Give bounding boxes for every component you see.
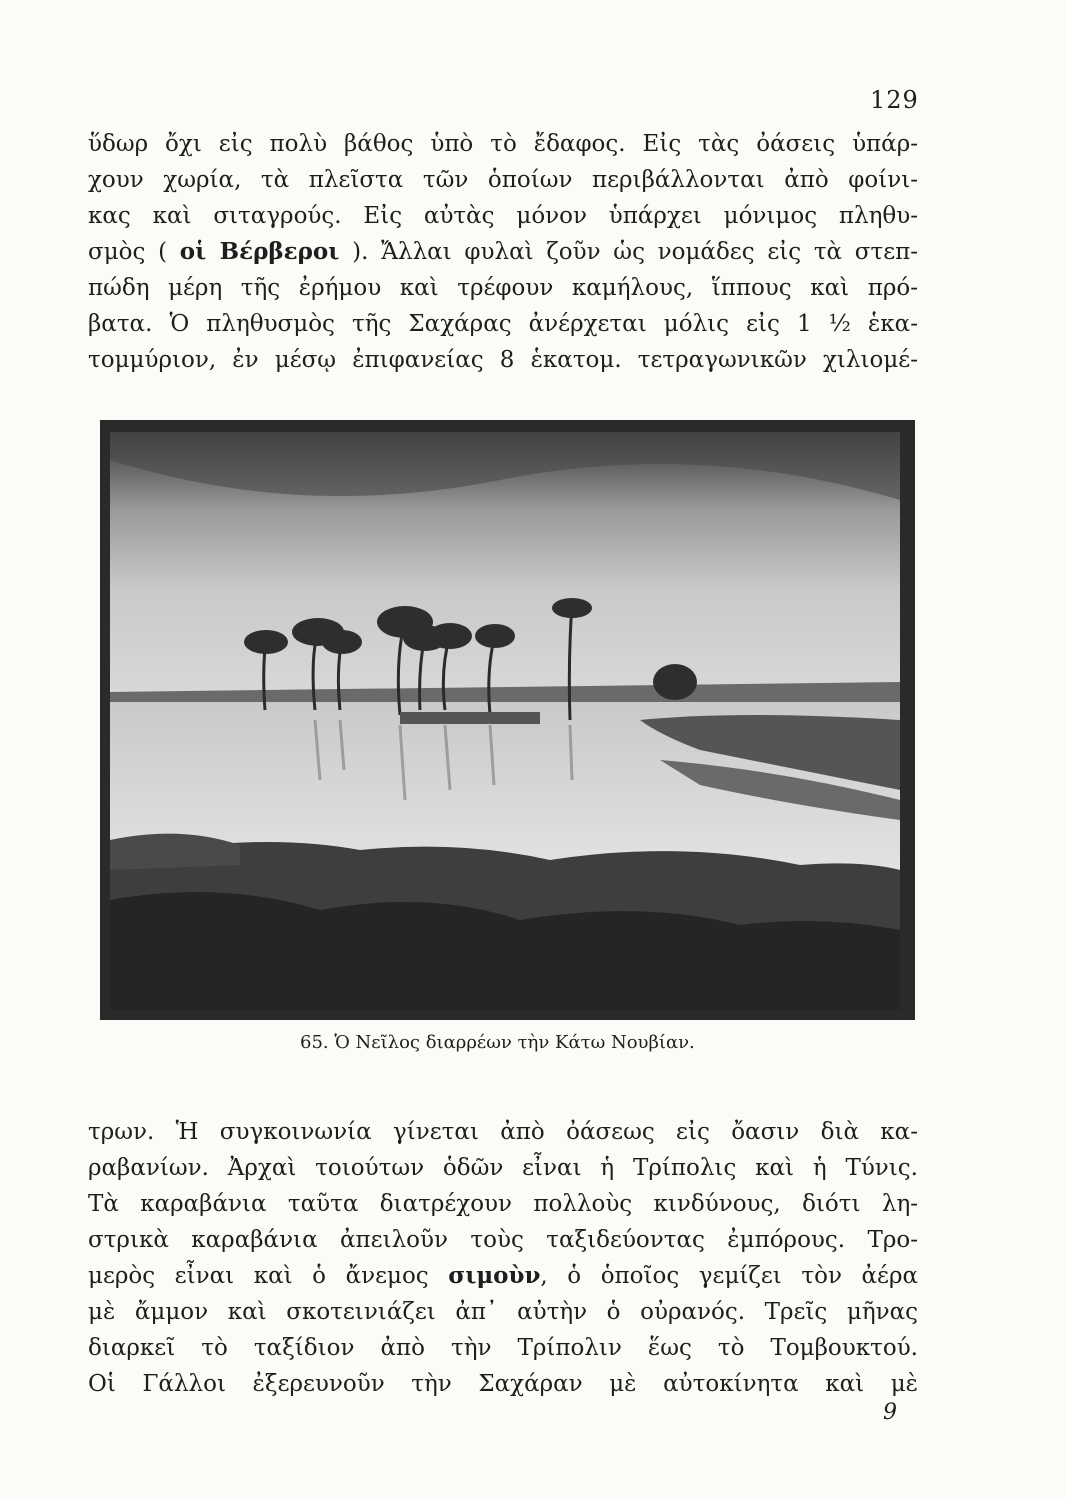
photo-illustration bbox=[100, 420, 915, 1020]
paragraph-bottom bbox=[88, 1114, 918, 1402]
text-line: πώδη μέρη τῆς ἐρήμου καὶ τρέφουν καμήλους, ἵππους καὶ πρό- bbox=[88, 275, 918, 301]
text-line: ραβανίων. Ἀρχαὶ τοιούτων ὁδῶν εἶναι ἡ Τρίπολις καὶ ἡ Τύνις. bbox=[88, 1155, 918, 1181]
text-fragment: μερὸς εἶναι καὶ ὁ ἄνεμος bbox=[88, 1263, 449, 1289]
text-line: διαρκεῖ τὸ ταξίδιον ἀπὸ τὴν Τρίπολιν ἕως τὸ Τομβουκτού. bbox=[88, 1335, 918, 1361]
figure-caption: 65. Ὁ Νεῖλος διαρρέων τὴν Κάτω Νουβίαν. bbox=[300, 1032, 695, 1053]
emphasized-term: σιμοὺν bbox=[448, 1262, 541, 1289]
text-fragment: σμὸς ( bbox=[88, 239, 168, 265]
text-line: ὕδωρ ὄχι εἰς πολὺ βάθος ὑπὸ τὸ ἔδαφος. Εἰς τὰς ὀάσεις ὑπάρ- bbox=[88, 131, 918, 157]
text-fragment: , ὁ ὁποῖος γεμίζει τὸν ἀέρα bbox=[540, 1263, 918, 1289]
page-number: 129 bbox=[870, 86, 919, 114]
text-line bbox=[88, 234, 918, 270]
text-line: Τὰ καραβάνια ταῦτα διατρέχουν πολλοὺς κινδύνους, διότι λη- bbox=[88, 1191, 918, 1217]
text-fragment: ). Ἄλλαι φυλαὶ ζοῦν ὡς νομάδες εἰς τὰ στεπ- bbox=[352, 239, 919, 265]
text-line: Οἱ Γάλλοι ἐξερευνοῦν τὴν Σαχάραν μὲ αὐτοκίνητα καὶ μὲ bbox=[88, 1371, 918, 1397]
text-line: κας καὶ σιταγρούς. Εἰς αὐτὰς μόνον ὑπάρχει μόνιμος πληθυ- bbox=[88, 203, 918, 229]
printer-signature: 9 bbox=[883, 1400, 897, 1425]
text-line: βατα. Ὁ πληθυσμὸς τῆς Σαχάρας ἀνέρχεται μόλις εἰς 1 ½ ἑκα- bbox=[88, 311, 918, 337]
emphasized-term: οἱ Βέρβεροι bbox=[179, 238, 340, 265]
text-line: στρικὰ καραβάνια ἀπειλοῦν τοὺς ταξιδεύοντας ἐμπόρους. Τρο- bbox=[88, 1227, 918, 1253]
paragraph-top bbox=[88, 126, 918, 378]
text-line: μὲ ἄμμον καὶ σκοτεινιάζει ἀπ᾽ αὐτὴν ὁ οὐρανός. Τρεῖς μῆνας bbox=[88, 1299, 918, 1325]
text-line bbox=[88, 1258, 918, 1294]
text-line: τρων. Ἡ συγκοινωνία γίνεται ἀπὸ ὀάσεως εἰς ὄασιν διὰ κα- bbox=[88, 1119, 918, 1145]
text-line: τομμύριον, ἐν μέσῳ ἐπιφανείας 8 ἑκατομ. τετραγωνικῶν χιλιομέ- bbox=[88, 347, 918, 373]
text-line: χουν χωρία, τὰ πλεῖστα τῶν ὁποίων περιβάλλονται ἀπὸ φοίνι- bbox=[88, 167, 918, 193]
nile-photograph bbox=[100, 420, 915, 1020]
